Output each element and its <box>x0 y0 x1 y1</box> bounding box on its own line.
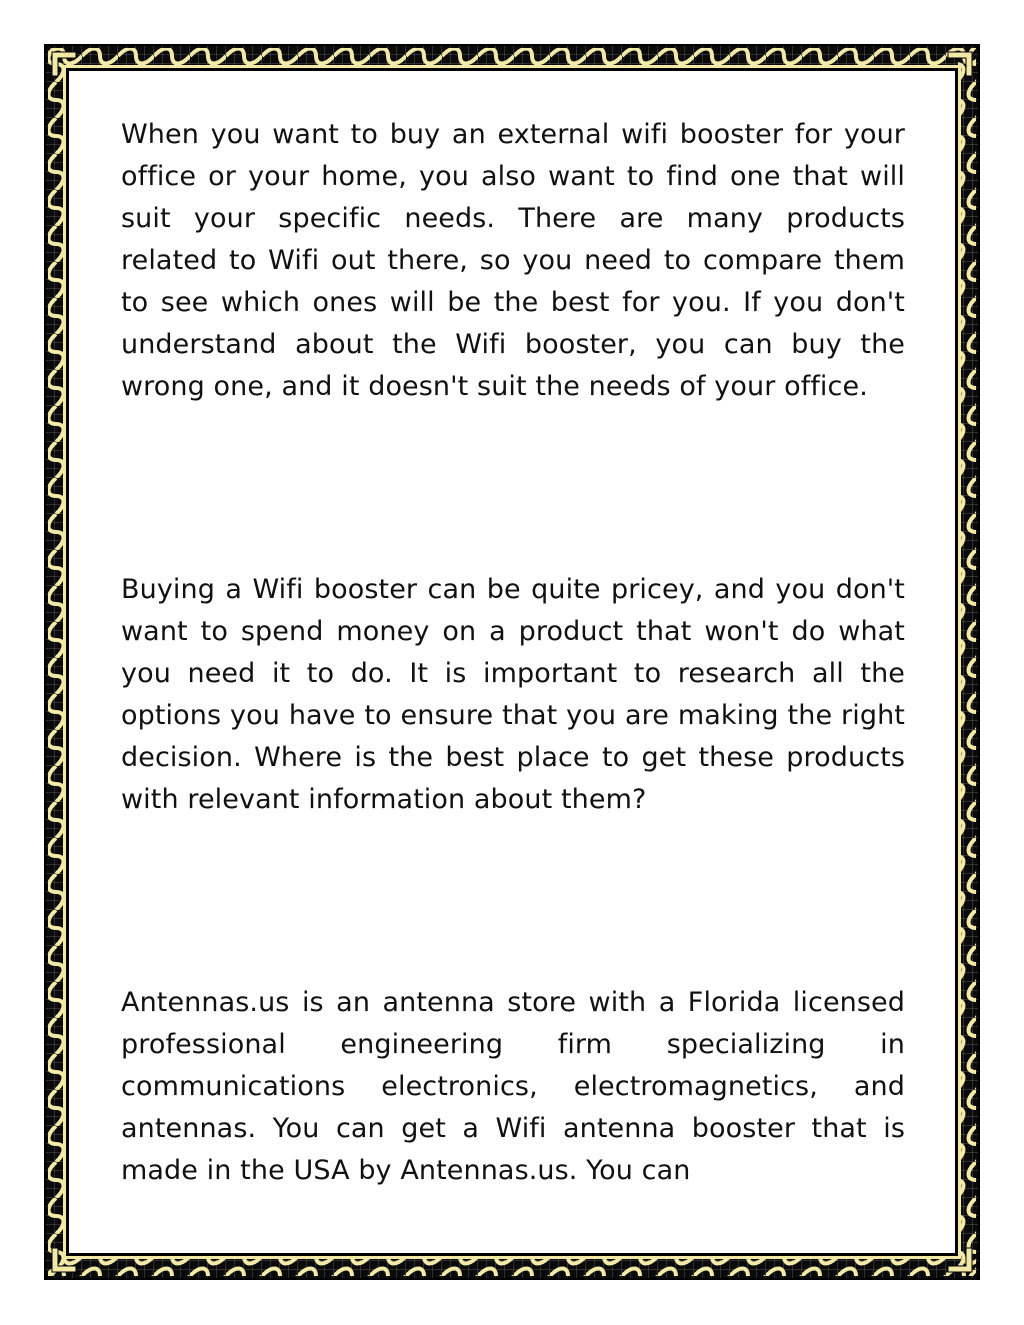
paragraph-2: Buying a Wifi booster can be quite pricey, and you don't want to spend money on a product that won't do what you need it to do. It is important to research all the options you have to ensure that you are making the right decision. Where is the best place to get these products with relevant information about them? <box>121 574 905 815</box>
paragraph-1: When you want to buy an external wifi booster for your office or your home, you also want to find one that will suit your specific needs. There are many products related to Wifi out there, so you need to compare them to see which ones will be the best for you. If you don't understand about the Wifi booster, you can buy the wrong one, and it doesn't suit the needs of your office. <box>121 119 905 402</box>
paragraph-3: Antennas.us is an antenna store with a Florida licensed professional engineering firm specializing in communications electronics, electromagnetics, and antennas. You can get a Wifi antenna booster that is made in the USA by Antennas.us. You can <box>121 987 905 1186</box>
